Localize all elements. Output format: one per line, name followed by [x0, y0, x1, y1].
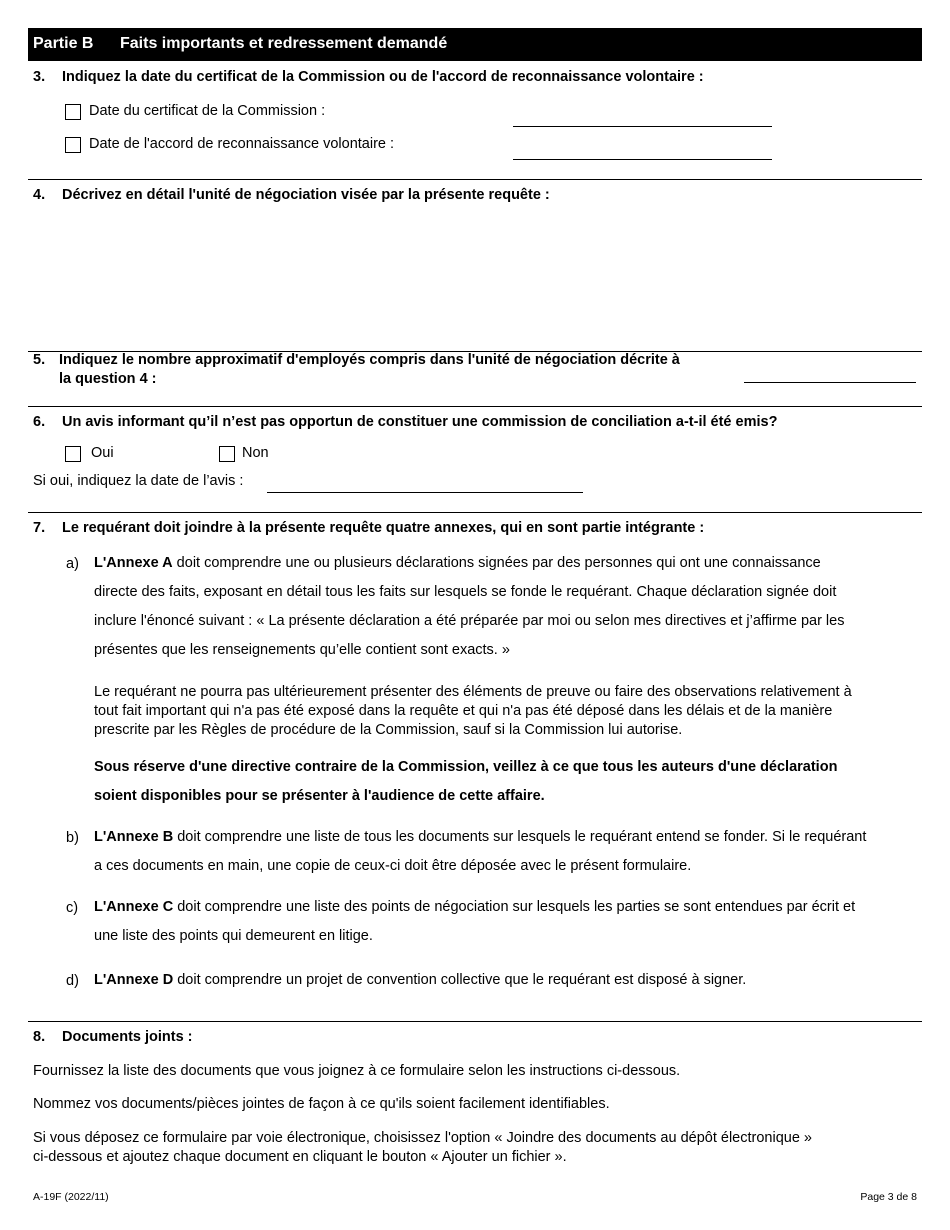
- annex-a-line1: L'Annexe A doit comprendre une ou plusieurs déclarations signées par des personnes qui ont une connaissance: [94, 555, 821, 571]
- section-title: Faits importants et redressement demandé: [120, 35, 448, 52]
- annex-a-line4: présentes que les renseignements qu’elle contient sont exacts. »: [94, 642, 510, 658]
- annex-c-name: L'Annexe C: [94, 899, 174, 915]
- no-label: Non: [242, 445, 269, 461]
- yes-label: Oui: [91, 445, 114, 461]
- q8-instruction-1: Fournissez la liste des documents que vous joignez à ce formulaire selon les instructions ci-dessous.: [33, 1063, 681, 1079]
- annex-a-availability-note: Sous réserve d'une directive contraire de la Commission, veillez à ce que tous les auteurs d'une déclaration soient disponibles pour se présenter à l'audience de cette affaire.: [94, 759, 838, 804]
- divider: [28, 406, 922, 407]
- q3-number: 3.: [33, 69, 46, 85]
- divider: [28, 512, 922, 513]
- q7-number: 7.: [33, 520, 46, 536]
- voluntary-recognition-date-label: Date de l'accord de reconnaissance volontaire :: [89, 136, 395, 152]
- annex-a-line3: inclure l'énoncé suivant : « La présente déclaration a été préparée par moi ou selon mes directives et j’affirme par les: [94, 613, 845, 629]
- q5-question-line1: Indiquez le nombre approximatif d'employés compris dans l'unité de négociation décrite à: [59, 352, 680, 368]
- page-number: Page 3 de 8: [860, 1191, 917, 1203]
- q5-question-line2: la question 4 :: [59, 371, 157, 387]
- annex-a-letter: a): [66, 556, 79, 572]
- annex-d-letter: d): [66, 973, 79, 989]
- q5-number: 5.: [33, 352, 46, 368]
- notice-date-label: Si oui, indiquez la date de l’avis :: [33, 473, 244, 489]
- voluntary-recognition-date-field[interactable]: [513, 159, 772, 160]
- q3-question: Indiquez la date du certificat de la Commission ou de l'accord de reconnaissance volontaire :: [62, 69, 704, 85]
- annex-b-letter: b): [66, 830, 79, 846]
- annex-b-name: L'Annexe B: [94, 829, 174, 845]
- certificate-date-checkbox[interactable]: [65, 104, 81, 120]
- yes-checkbox[interactable]: [65, 446, 81, 462]
- q8-instruction-2: Nommez vos documents/pièces jointes de façon à ce qu'ils soient facilement identifiables.: [33, 1096, 610, 1112]
- annex-c-letter: c): [66, 900, 79, 916]
- part-label: Partie B: [33, 35, 94, 52]
- annex-d-paragraph: L'Annexe D doit comprendre un projet de convention collective que le requérant est disposé à signer.: [94, 972, 747, 988]
- q8-question: Documents joints :: [62, 1029, 193, 1045]
- section-header: [28, 28, 922, 61]
- q8-number: 8.: [33, 1029, 46, 1045]
- voluntary-recognition-date-checkbox[interactable]: [65, 137, 81, 153]
- annex-d-name: L'Annexe D: [94, 972, 174, 988]
- annex-a-evidence-paragraph: Le requérant ne pourra pas ultérieurement présenter des éléments de preuve ou faire des observations relativement à tout fait important qui n'a pas été exposé dans la requête et qui n'a pas été déposé dans les délais et de la manière prescrite par les Règles de procédure de la Commission, sauf si la Commission lui autorise.: [94, 684, 852, 738]
- form-id: A-19F (2022/11): [33, 1191, 109, 1203]
- annex-c-paragraph: L'Annexe C doit comprendre une liste des points de négociation sur lesquels les parties se sont entendues par écrit et une liste des points qui demeurent en litige.: [94, 899, 856, 944]
- annex-a-name: L'Annexe A: [94, 555, 173, 571]
- q6-number: 6.: [33, 414, 46, 430]
- q8-instruction-3: Si vous déposez ce formulaire par voie électronique, choisissez l'option « Joindre des documents au dépôt électronique » ci-dessous et ajoutez chaque document en cliquant le bouton « Ajouter un fichier ».: [33, 1130, 812, 1165]
- notice-date-field[interactable]: [267, 492, 583, 493]
- q4-number: 4.: [33, 187, 46, 203]
- annex-b-paragraph: L'Annexe B doit comprendre une liste de tous les documents sur lesquels le requérant entend se fonder. Si le requérant a ces documents en main, une copie de ceux-ci doit être déposée avec le présent formulaire.: [94, 829, 867, 874]
- bargaining-unit-description-field[interactable]: [33, 210, 922, 345]
- annex-a-paragraph: [94, 549, 924, 665]
- q6-question: Un avis informant qu’il n’est pas opportun de constituer une commission de conciliation a-t-il été emis?: [62, 414, 778, 430]
- no-checkbox[interactable]: [219, 446, 235, 462]
- certificate-date-field[interactable]: [513, 126, 772, 127]
- divider: [28, 179, 922, 180]
- certificate-date-label: Date du certificat de la Commission :: [89, 103, 326, 119]
- q7-question: Le requérant doit joindre à la présente requête quatre annexes, qui en sont partie intégrante :: [62, 520, 705, 536]
- annex-a-line2: directe des faits, exposant en détail tous les faits sur lesquels se fonde le requérant. Chaque déclaration signée doit: [94, 584, 837, 600]
- q4-question: Décrivez en détail l'unité de négociation visée par la présente requête :: [62, 187, 550, 203]
- employee-count-field[interactable]: [744, 382, 916, 383]
- divider: [28, 1021, 922, 1022]
